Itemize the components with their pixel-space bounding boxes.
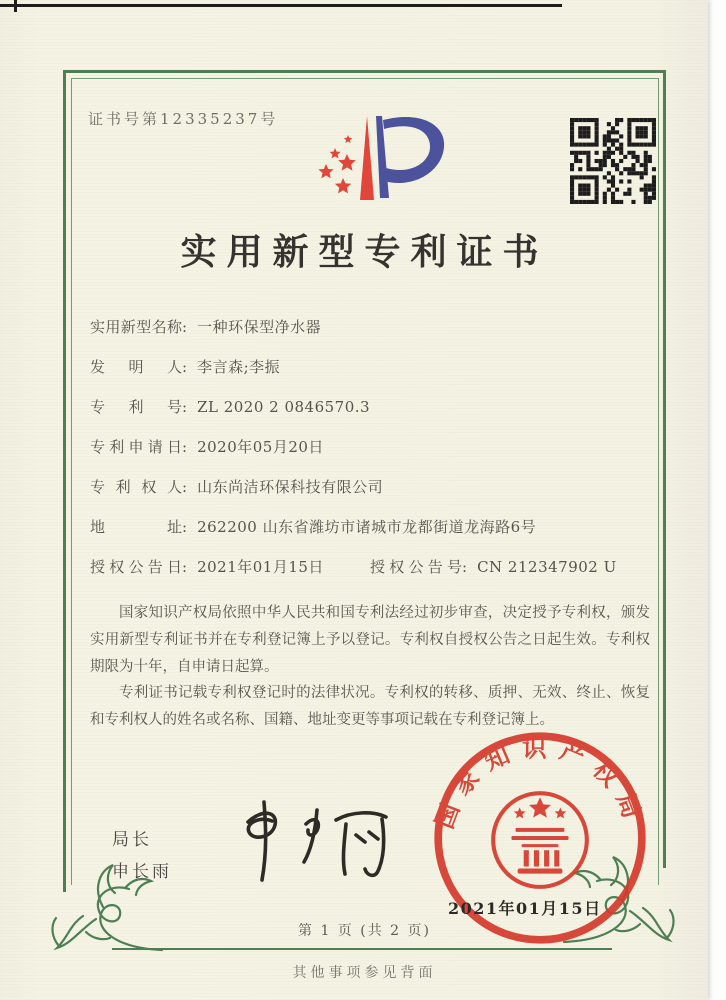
field-label: 专利权人 bbox=[90, 478, 182, 496]
field-row-address bbox=[90, 518, 650, 537]
field-colon: : bbox=[182, 358, 188, 376]
field-value: 山东尚洁环保科技有限公司 bbox=[197, 478, 384, 496]
field-label: 地址 bbox=[90, 518, 182, 536]
scan-artifact-tick bbox=[14, 0, 17, 12]
field-row-patentee bbox=[90, 478, 650, 497]
field-colon: : bbox=[182, 558, 188, 576]
director-title: 局长 bbox=[112, 830, 152, 850]
field-row-grant-announcement bbox=[90, 558, 650, 577]
field-row-utility-model-name bbox=[90, 318, 650, 337]
page-number: 第 1 页 (共 2 页) bbox=[298, 923, 431, 939]
cnipa-logo-icon bbox=[283, 110, 458, 218]
seal-org-text: 国家知识产权局 bbox=[429, 733, 651, 833]
certificate-title: 实用新型专利证书 bbox=[180, 231, 549, 273]
field-row-filing-date bbox=[90, 438, 650, 457]
field-value: 一种环保型净水器 bbox=[197, 318, 322, 336]
field-row-inventors bbox=[90, 358, 650, 377]
director-name: 申长雨 bbox=[112, 862, 172, 882]
national-emblem-icon bbox=[493, 793, 587, 887]
field-colon: : bbox=[182, 438, 188, 456]
director-block bbox=[112, 824, 172, 888]
certificate-fields bbox=[90, 318, 650, 598]
field-colon: : bbox=[182, 478, 188, 496]
field-label: 授权公告日 bbox=[90, 558, 182, 576]
qr-code-icon bbox=[570, 118, 656, 204]
field-value: 262200 山东省潍坊市诸城市龙都街道龙海路6号 bbox=[197, 518, 537, 536]
handwritten-signature bbox=[218, 790, 404, 888]
field-label: 授权公告号 bbox=[370, 558, 462, 576]
back-note: 其他事项参见背面 bbox=[292, 965, 437, 981]
svg-text:国家知识产权局 bbox=[429, 733, 650, 832]
scan-artifact-line bbox=[0, 4, 562, 7]
field-colon: : bbox=[182, 318, 188, 336]
field-label: 专利申请日 bbox=[90, 438, 182, 456]
field-value: 李言森;李振 bbox=[197, 358, 281, 376]
field-colon: : bbox=[462, 558, 468, 576]
field-colon: : bbox=[182, 398, 188, 416]
frame-border-right bbox=[663, 70, 666, 868]
field-value: 2020年05月20日 bbox=[197, 438, 324, 456]
field-label: 实用新型名称 bbox=[90, 318, 182, 336]
field-grant-number bbox=[370, 558, 617, 577]
field-value: ZL 2020 2 0846570.3 bbox=[197, 398, 371, 416]
legal-paragraph: 专利证书记载专利权登记时的法律状况。专利权的转移、质押、无效、终止、恢复和专利权人的姓名或名称、国籍、地址变更等事项记载在专利登记簿上。 bbox=[90, 685, 650, 729]
legal-paragraph: 国家知识产权局依照中华人民共和国专利法经过初步审查，决定授予专利权，颁发实用新型专利证书并在专利登记簿上予以登记。专利权自授权公告之日起生效。专利权期限为十年，自申请日起算。 bbox=[90, 605, 650, 675]
frame-border-top bbox=[63, 70, 666, 73]
field-row-patent-number bbox=[90, 398, 650, 417]
field-label: 专利号 bbox=[90, 398, 182, 416]
frame-border-left bbox=[63, 70, 66, 892]
field-value: CN 212347902 U bbox=[477, 558, 617, 576]
legal-text bbox=[90, 600, 650, 734]
seal-date: 2021年01月15日 bbox=[448, 899, 602, 918]
field-label: 发明人 bbox=[90, 358, 182, 376]
field-value: 2021年01月15日 bbox=[197, 558, 324, 576]
certificate-number: 证书号第12335237号 bbox=[88, 110, 279, 128]
field-colon: : bbox=[182, 518, 188, 536]
